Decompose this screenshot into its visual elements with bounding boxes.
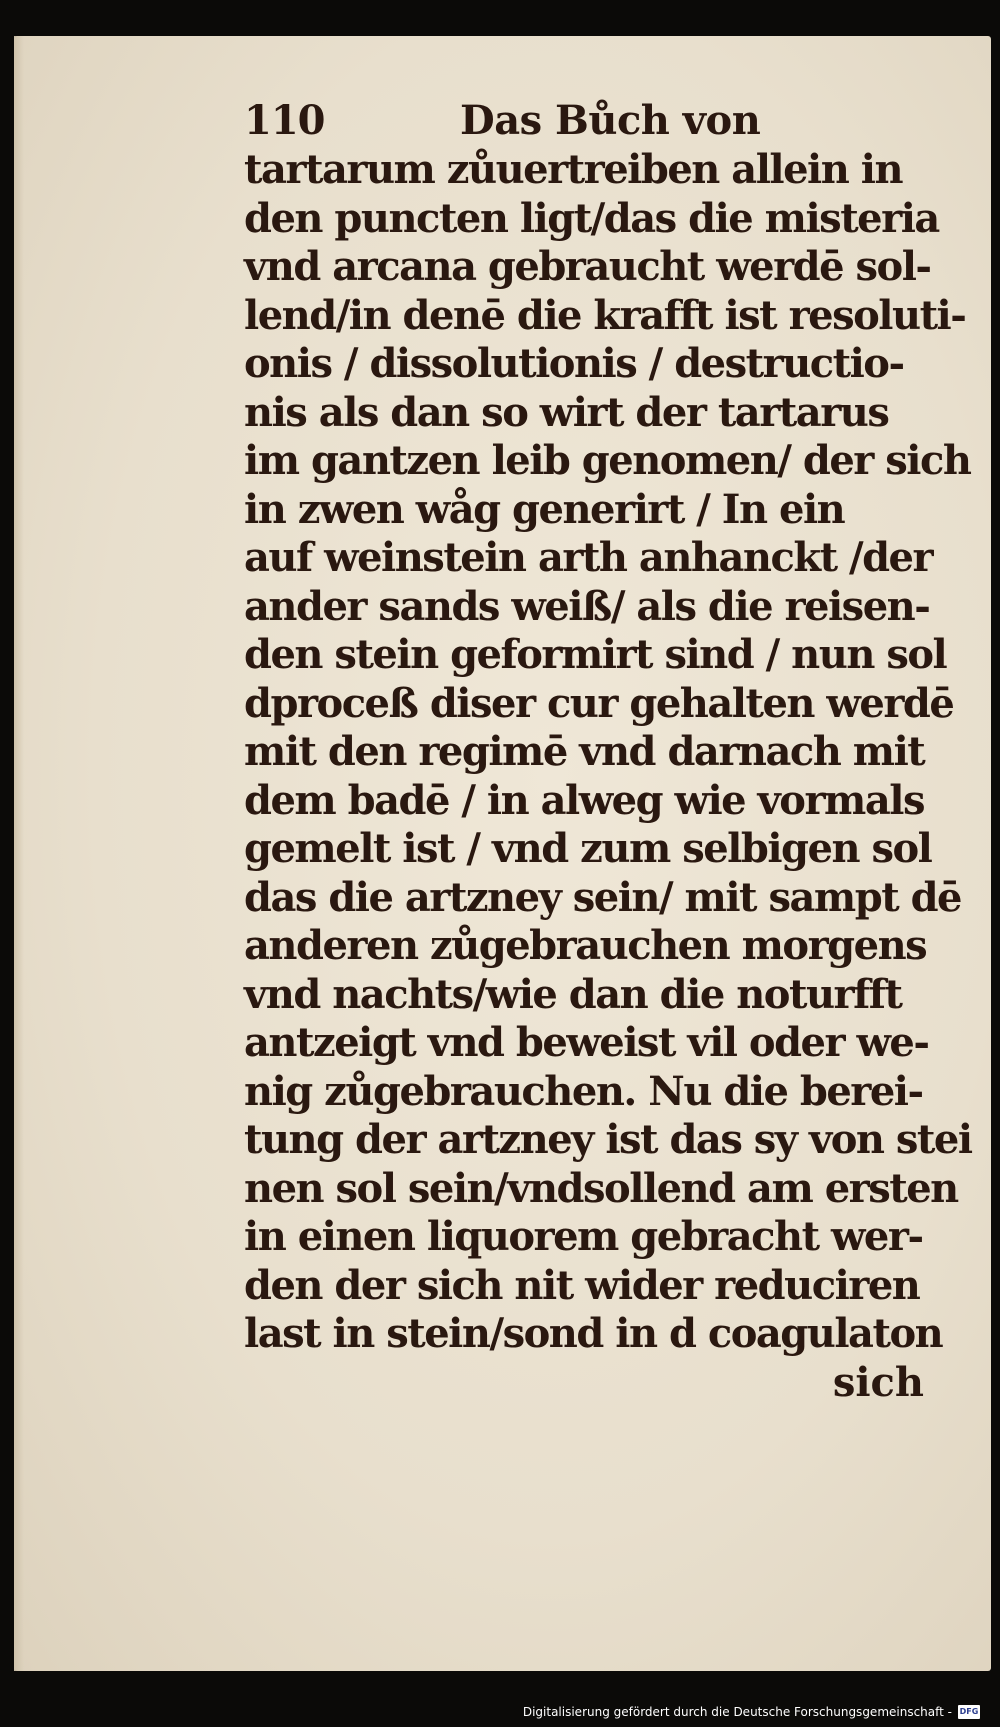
text-line: das die artzney sein/ mit sampt dē: [244, 873, 962, 921]
text-line: onis / dissolutionis / destructio-: [244, 340, 904, 387]
text-line: anderen zůgebrauchen morgens: [244, 922, 927, 969]
text-line: tartarum zůuertreiben allein in: [244, 146, 903, 193]
running-title: Das Bůch von: [460, 97, 761, 144]
text-line: auf weinstein arth anhanckt /der: [244, 534, 933, 581]
text-line: den stein geformirt sind / nun sol: [244, 631, 947, 678]
dfg-logo: DFG: [958, 1705, 980, 1719]
text-line: vnd arcana gebraucht werdē sol-: [244, 243, 931, 290]
page-edge-shadow: [14, 36, 24, 1671]
text-line: im gantzen leib genomen/ der sich: [244, 437, 971, 484]
text-line: in einen liquorem gebracht wer-: [244, 1213, 923, 1260]
running-head: [244, 96, 944, 146]
book-page: [14, 36, 991, 1671]
page-number: 110: [244, 97, 325, 144]
text-line: ander sands weiß/ als die reisen-: [244, 582, 930, 630]
text-line: nen sol sein/vndsollend am ersten: [244, 1164, 958, 1212]
catchword: sich: [832, 1358, 924, 1406]
text-line: vnd nachts/wie dan die noturfft: [244, 970, 902, 1018]
text-line: last in stein/sond in d coagulaton: [244, 1310, 943, 1357]
text-line: den der sich nit wider reduciren: [244, 1261, 920, 1309]
text-line: mit den regimē vnd darnach mit: [244, 728, 925, 775]
text-line: gemelt ist / vnd zum selbigen sol: [244, 825, 932, 872]
text-line: antzeigt vnd beweist vil oder we-: [244, 1019, 929, 1066]
text-line: nig zůgebrauchen. Nu die berei-: [244, 1067, 923, 1115]
body-text: [244, 146, 972, 1359]
funding-credit: Digitalisierung gefördert durch die Deutsche Forschungsgemeinschaft -: [522, 1705, 952, 1719]
digitization-footer: [523, 1703, 980, 1721]
text-line: lend/in denē die krafft ist resoluti-: [244, 291, 966, 339]
text-line: dproceß diser cur gehalten werdē: [244, 679, 954, 727]
text-line: dem badē / in alweg wie vormals: [244, 776, 924, 824]
text-line: in zwen wåg generirt / In ein: [244, 485, 845, 533]
text-line: tung der artzney ist das sy von stei: [244, 1116, 972, 1163]
page-text-block: [244, 96, 972, 1407]
text-line: nis als dan so wirt der tartarus: [244, 388, 889, 436]
text-line: den puncten ligt/das die misteria: [244, 194, 939, 242]
